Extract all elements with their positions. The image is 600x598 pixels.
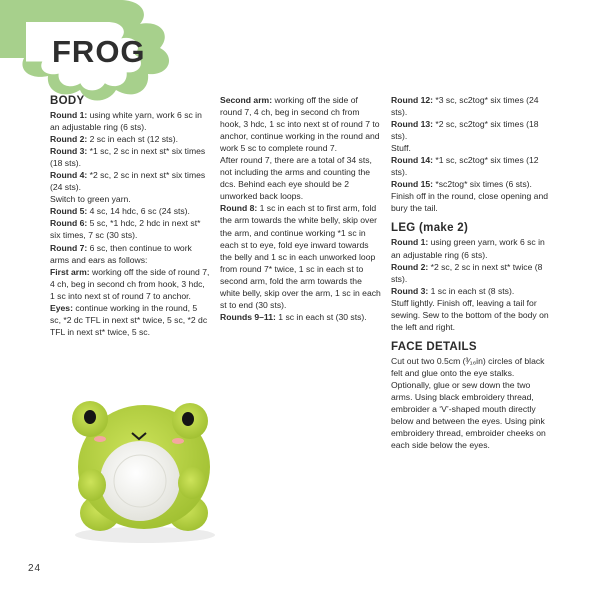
- frog-left-eye: [84, 410, 96, 424]
- instruction-text: Stuff lightly. Finish off, leaving a tail for sewing. Sew to the bottom of the body on the left and right.: [391, 297, 549, 332]
- instruction-line: [50, 145, 210, 169]
- instruction-label: Round 8:: [220, 203, 258, 214]
- instruction-line: [220, 202, 382, 310]
- instruction-text: continue working in the round, 5 sc, *2 dc TFL in next st* twice, 5 sc, *2 dc TFL in next st* twice, 5 sc.: [50, 302, 208, 337]
- frog-right-eye: [182, 412, 194, 426]
- instruction-text: 1 sc in each st to first arm, fold the arm towards the white belly, skip over the arm, and continue working *1 sc in each st to eye, fold eye inward towards the belly and 1 sc in each unworked loop from round 7* twice, 1 sc in each st to second arm, fold the arm towards the white belly, skip over the arm, 1 sc in each st to end (30 sts).: [220, 203, 381, 310]
- column-middle: [220, 94, 382, 323]
- frog-right-arm: [178, 467, 206, 499]
- instruction-label: Round 7:: [50, 242, 88, 253]
- instruction-label: Round 5:: [50, 206, 88, 217]
- instruction-line: [50, 169, 210, 193]
- frog-left-arm: [78, 469, 106, 501]
- instruction-text: 2 sc in each st (12 sts).: [87, 134, 178, 145]
- instruction-label: Second arm:: [220, 95, 273, 105]
- instruction-line: [50, 242, 210, 266]
- instruction-label: Round 12:: [391, 95, 434, 105]
- instruction-line: [220, 311, 382, 323]
- instruction-line: [50, 193, 210, 205]
- instruction-line: [220, 94, 382, 154]
- instruction-line: [50, 217, 210, 241]
- instruction-label: Round 6:: [50, 218, 88, 229]
- instruction-label: Round 14:: [391, 155, 434, 166]
- instruction-line: [391, 285, 549, 297]
- page-title: FROG: [52, 34, 146, 69]
- instruction-label: Round 2:: [391, 261, 429, 272]
- instruction-text: 5 sc, *1 hdc, 2 hdc in next st* six times, 7 sc (30 sts).: [50, 218, 201, 241]
- instruction-line: [50, 205, 210, 217]
- instruction-text: working off the side of round 7, 4 ch, beg in second ch from hook, 3 hdc, 1 sc into next st of round 7 to anchor, continue working in the round and work 5 sc to complete round 7.: [220, 95, 380, 154]
- instruction-text: 1 sc in each st (30 sts).: [275, 311, 367, 322]
- instruction-text: After round 7, there are a total of 34 sts, not including the arms and counting the dcs. Behind each eye should be 2 unworked back loops.: [220, 155, 372, 202]
- instruction-text: 6 sc, then continue to work arms and ears as follows:: [50, 242, 192, 265]
- instruction-line: [391, 94, 549, 118]
- frog-amigurumi-image: [60, 385, 230, 545]
- body-instructions: [50, 109, 210, 338]
- section-heading-leg: LEG (make 2): [391, 222, 469, 235]
- section-heading-body: BODY: [50, 95, 85, 107]
- instruction-text: using white yarn, work 6 sc in an adjustable ring (6 sts).: [50, 110, 202, 133]
- instruction-label: First arm:: [50, 266, 90, 277]
- instruction-text: *sc2tog* six times (6 sts). Finish off in the round, close opening and bury the tail.: [391, 179, 549, 214]
- column-right: [391, 94, 549, 451]
- instruction-label: Round 2:: [50, 134, 88, 145]
- frog-belly: [100, 441, 180, 521]
- instruction-text: *1 sc, sc2tog* six times (12 sts).: [391, 155, 539, 178]
- instruction-line: [50, 133, 210, 145]
- column-body: [50, 94, 210, 338]
- instruction-line: [391, 178, 549, 214]
- instruction-text: *2 sc, 2 sc in next st* twice (8 sts).: [391, 261, 543, 284]
- instruction-label: Round 1:: [50, 110, 88, 120]
- instruction-line: [220, 154, 382, 202]
- instruction-text: using green yarn, work 6 sc in an adjustable ring (6 sts).: [391, 237, 545, 260]
- instruction-line: [50, 266, 210, 302]
- frog-left-cheek: [94, 436, 106, 442]
- instruction-line: [391, 118, 549, 142]
- instruction-text: Stuff.: [391, 143, 411, 154]
- instruction-text: *3 sc, sc2tog* six times (24 sts).: [391, 95, 539, 118]
- instruction-line: [391, 142, 549, 154]
- face-details-text: Cut out two 0.5cm (³⁄₁₆in) circles of black felt and glue onto the eye stalks. Optionally, glue or sew down the two arms. Using black embroidery thread, embroider a ‘V’-shaped mouth directly below and between the eyes. Using pink embroidery thread, embroider cheeks on each side below the eyes.: [391, 355, 546, 451]
- leg-instructions: [391, 236, 549, 332]
- instruction-line: [391, 154, 549, 178]
- instruction-line: [391, 236, 549, 260]
- instruction-line: [50, 109, 210, 133]
- instruction-text: Switch to green yarn.: [50, 194, 131, 205]
- instruction-text: 1 sc in each st (8 sts).: [428, 285, 515, 296]
- instruction-text: 4 sc, 14 hdc, 6 sc (24 sts).: [87, 206, 190, 217]
- instruction-label: Round 13:: [391, 119, 434, 130]
- instruction-label: Round 1:: [391, 237, 429, 248]
- middle-instructions: [220, 94, 382, 323]
- frog-right-cheek: [172, 438, 184, 444]
- page-number: 24: [28, 563, 42, 574]
- instruction-label: Round 3:: [391, 285, 429, 296]
- right-instructions: [391, 94, 549, 214]
- instruction-text: *2 sc, 2 sc in next st* six times (24 sts).: [50, 170, 206, 193]
- instruction-label: Eyes:: [50, 302, 73, 313]
- instruction-text: working off the side of round 7, 4 ch, beg in second ch from hook, 3 hdc, 1 sc into next st of round 7 to anchor.: [50, 266, 210, 301]
- instruction-line: [50, 302, 210, 338]
- instruction-label: Round 4:: [50, 170, 88, 181]
- instruction-text: *2 sc, sc2tog* six times (18 sts).: [391, 119, 539, 142]
- instruction-label: Round 15:: [391, 179, 434, 190]
- instruction-line: [391, 261, 549, 285]
- instruction-label: Round 3:: [50, 146, 88, 157]
- instruction-label: Rounds 9–11:: [220, 311, 276, 322]
- instruction-text: *1 sc, 2 sc in next st* six times (18 sts).: [50, 146, 206, 169]
- section-heading-face: FACE DETAILS: [391, 340, 477, 353]
- instruction-line: [391, 297, 549, 333]
